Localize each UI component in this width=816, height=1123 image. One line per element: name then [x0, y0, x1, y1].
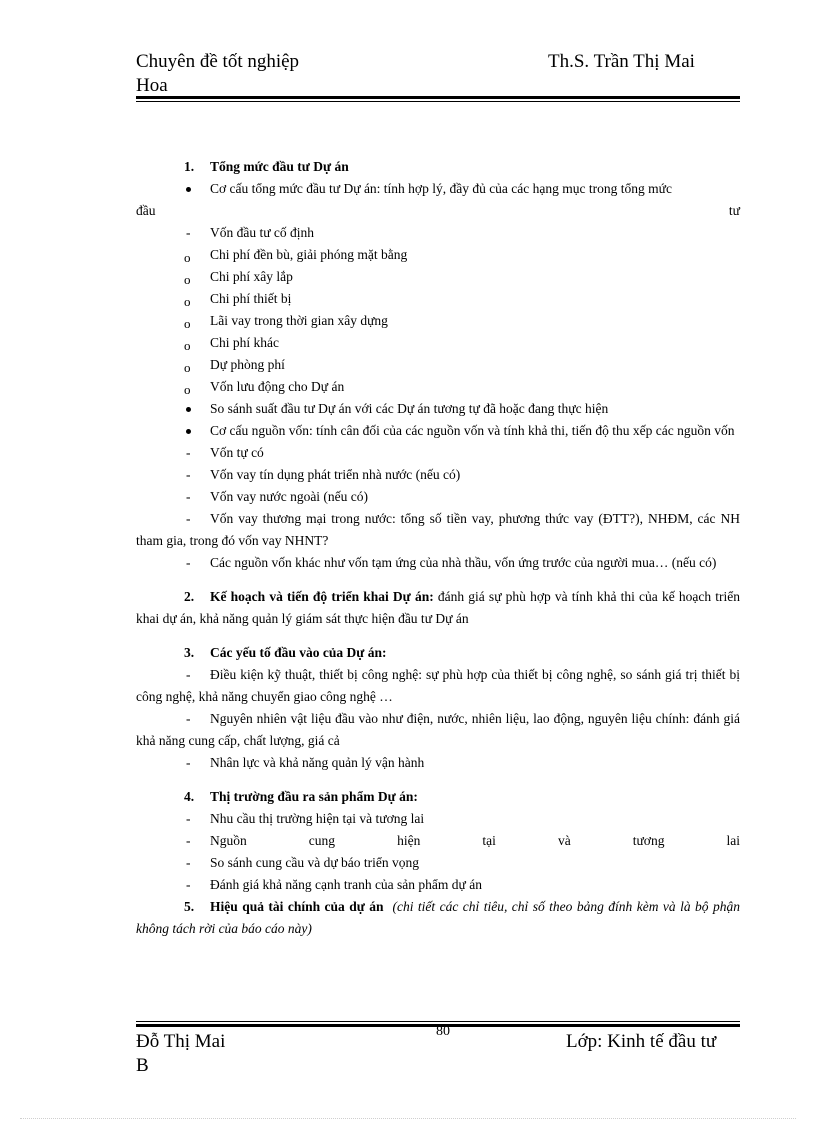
document-body	[136, 156, 740, 940]
section-1-heading: 1. Tổng mức đầu tư Dự án	[184, 159, 349, 174]
list-item: Cơ cấu nguồn vốn: tính cân đối của các nguồn vốn và tính khả thi, tiến độ thu xếp các nguồn vốn	[136, 420, 740, 442]
circle-bullet-icon: o	[184, 382, 191, 397]
list-item-cont: đầu tư	[136, 203, 740, 218]
circle-bullet-icon: o	[184, 316, 191, 331]
list-item: o Chi phí khác	[136, 332, 740, 354]
list-item: - Nhân lực và khả năng quản lý vận hành	[186, 755, 425, 770]
section-5-title: Hiệu quả tài chính của dự án	[210, 899, 384, 914]
section-4-title: Thị trường đầu ra sản phẩm Dự án:	[210, 789, 418, 804]
list-item: o Vốn lưu động cho Dự án	[136, 376, 740, 398]
section-5-paragraph: 5. Hiệu quả tài chính của dự án (chi tiết các chỉ tiêu, chỉ số theo bảng đính kèm và là bộ phận không tách rời của báo cáo này)	[136, 899, 740, 936]
list-item: - Nhu cầu thị trường hiện tại và tương lai	[186, 811, 425, 826]
list-item: o Chi phí xây lắp	[136, 266, 740, 288]
list-item: - Nguồn cung hiện tại và tương lai	[186, 833, 740, 848]
list-item: - Vốn đầu tư cố định	[186, 225, 315, 240]
header-title-cont: Hoa	[136, 75, 168, 96]
section-3-heading: 3. Các yếu tố đầu vào của Dự án:	[184, 645, 387, 660]
circle-bullet-icon: o	[184, 250, 191, 265]
circle-bullet-icon: o	[184, 272, 191, 287]
list-item: - Điều kiện kỹ thuật, thiết bị công nghệ: sự phù hợp của thiết bị công nghệ, so sánh giá trị thiết bị công nghệ, khả năng chuyển giao công nghệ …	[136, 667, 740, 704]
list-item: o Lãi vay trong thời gian xây dựng	[136, 310, 740, 332]
header-author: Th.S. Trần Thị Mai	[548, 51, 695, 72]
bullet-icon	[186, 187, 191, 192]
footer-author: Đỗ Thị Mai B	[136, 1031, 226, 1076]
list-item: So sánh suất đầu tư Dự án với các Dự án tương tự đã hoặc đang thực hiện	[136, 398, 740, 420]
circle-bullet-icon: o	[184, 338, 191, 353]
page-number: 80	[436, 1024, 450, 1039]
list-item: - Vốn vay thương mại trong nước: tổng số tiền vay, phương thức vay (ĐTT?), NHĐM, các NH tham gia, trong đó vốn vay NHNT?	[136, 511, 740, 548]
list-item: - So sánh cung cầu và dự báo triển vọng	[186, 855, 420, 870]
circle-bullet-icon: o	[184, 294, 191, 309]
header-title: Chuyên đề tốt nghiệp	[136, 51, 300, 72]
list-item: Cơ cấu tổng mức đầu tư Dự án: tính hợp lý, đầy đủ của các hạng mục trong tổng mức	[136, 178, 740, 200]
page-edge-divider	[20, 1118, 796, 1119]
list-item: - Vốn vay nước ngoài (nếu có)	[186, 489, 369, 504]
bullet-icon	[186, 429, 191, 434]
bullet-icon	[186, 407, 191, 412]
circle-bullet-icon: o	[184, 360, 191, 375]
header-rule-thin	[136, 101, 740, 102]
section-4-heading: 4. Thị trường đầu ra sản phẩm Dự án:	[184, 789, 418, 804]
footer-rule-thin	[136, 1021, 740, 1022]
list-item: - Nguyên nhiên vật liệu đầu vào như điện, nước, nhiên liệu, lao động, nguyên liệu chính: đánh giá khả năng cung cấp, chất lượng, giá cả	[136, 711, 740, 748]
section-2-title: Kế hoạch và tiến độ triển khai Dự án:	[210, 589, 434, 604]
section-1-title: Tổng mức đầu tư Dự án	[210, 159, 349, 174]
section-2-paragraph: 2. Kế hoạch và tiến độ triển khai Dự án: đánh giá sự phù hợp và tính khả thi của kế hoạch triển khai dự án, khả năng quản lý giám sát thực hiện đầu tư Dự án	[136, 589, 740, 626]
section-3-title: Các yếu tố đầu vào của Dự án:	[210, 645, 387, 660]
list-item: o Chi phí thiết bị	[136, 288, 740, 310]
list-item: - Vốn vay tín dụng phát triển nhà nước (nếu có)	[186, 467, 461, 482]
list-item: - Đánh giá khả năng cạnh tranh của sản phẩm dự án	[186, 877, 482, 892]
list-item: o Dự phòng phí	[136, 354, 740, 376]
section-5-note: (chi tiết các chỉ tiêu, chỉ số theo bảng đính kèm và là bộ phận không tách rời của báo cáo này)	[136, 899, 740, 936]
header-rule-thick	[136, 96, 740, 99]
list-item: - Vốn tự có	[186, 445, 264, 460]
list-item: o Chi phí đền bù, giải phóng mặt bằng	[136, 244, 740, 266]
footer-class: Lớp: Kinh tế đầu tư	[566, 1031, 717, 1052]
header-left	[136, 50, 336, 98]
list-item: - Các nguồn vốn khác như vốn tạm ứng của nhà thầu, vốn ứng trước của người mua… (nếu có)	[186, 555, 717, 570]
